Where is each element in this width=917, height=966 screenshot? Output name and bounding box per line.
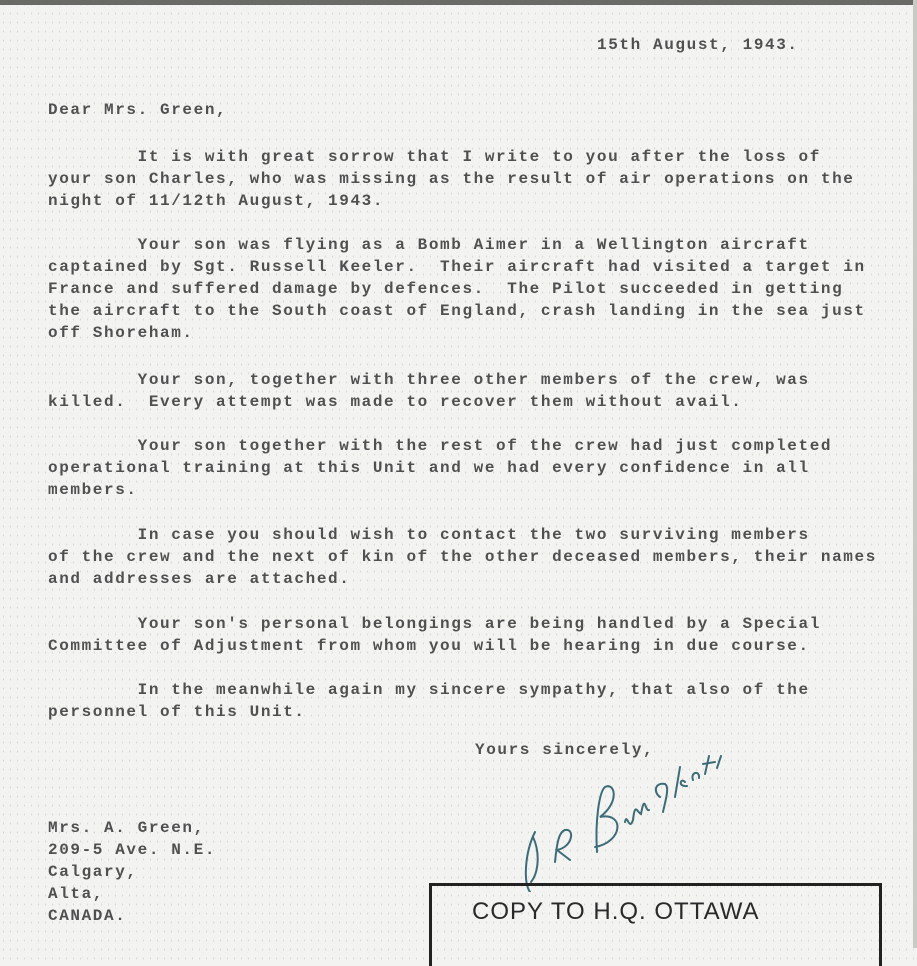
letter-line: In case you should wish to contact the two surviving members [48, 526, 810, 544]
letter-line: night of 11/12th August, 1943. [48, 192, 385, 210]
handwritten-signature [495, 742, 815, 892]
address-line: 209-5 Ave. N.E. [48, 841, 217, 859]
letter-date: 15th August, 1943. [597, 36, 799, 54]
copy-stamp [429, 883, 882, 966]
address-line: Calgary, [48, 863, 138, 881]
letter-line: personnel of this Unit. [48, 703, 306, 721]
letter-line: captained by Sgt. Russell Keeler. Their aircraft had visited a target in [48, 258, 866, 276]
address-line: Alta, [48, 885, 105, 903]
letter-line: Your son together with the rest of the crew had just completed [48, 437, 833, 455]
letter-line: Your son, together with three other members of the crew, was [48, 371, 810, 389]
letter-line: Committee of Adjustment from whom you will be hearing in due course. [48, 637, 810, 655]
stamp-text: COPY TO H.Q. OTTAWA [472, 898, 760, 925]
closing: Yours sincerely, [475, 741, 655, 759]
letter-line: operational training at this Unit and we had every confidence in all [48, 459, 810, 477]
address-line: Mrs. A. Green, [48, 819, 205, 837]
letter-line: and addresses are attached. [48, 570, 351, 588]
letter-line: France and suffered damage by defences. The Pilot succeeded in getting [48, 280, 844, 298]
letter-line: Your son was flying as a Bomb Aimer in a Wellington aircraft [48, 236, 810, 254]
salutation: Dear Mrs. Green, [48, 101, 228, 119]
address-line: CANADA. [48, 907, 127, 925]
letter-line: your son Charles, who was missing as the result of air operations on the [48, 170, 855, 188]
letter-line: of the crew and the next of kin of the other deceased members, their names [48, 548, 877, 566]
scan-top-edge [0, 0, 917, 5]
letter-line: the aircraft to the South coast of England, crash landing in the sea just [48, 302, 866, 320]
letter-line: members. [48, 481, 138, 499]
letter-line: It is with great sorrow that I write to you after the loss of [48, 148, 821, 166]
letter-line: Your son's personal belongings are being handled by a Special [48, 615, 821, 633]
letter-line: off Shoreham. [48, 324, 194, 342]
letter-line: killed. Every attempt was made to recover them without avail. [48, 393, 743, 411]
scan-right-edge [913, 0, 917, 948]
letter-line: In the meanwhile again my sincere sympathy, that also of the [48, 681, 810, 699]
